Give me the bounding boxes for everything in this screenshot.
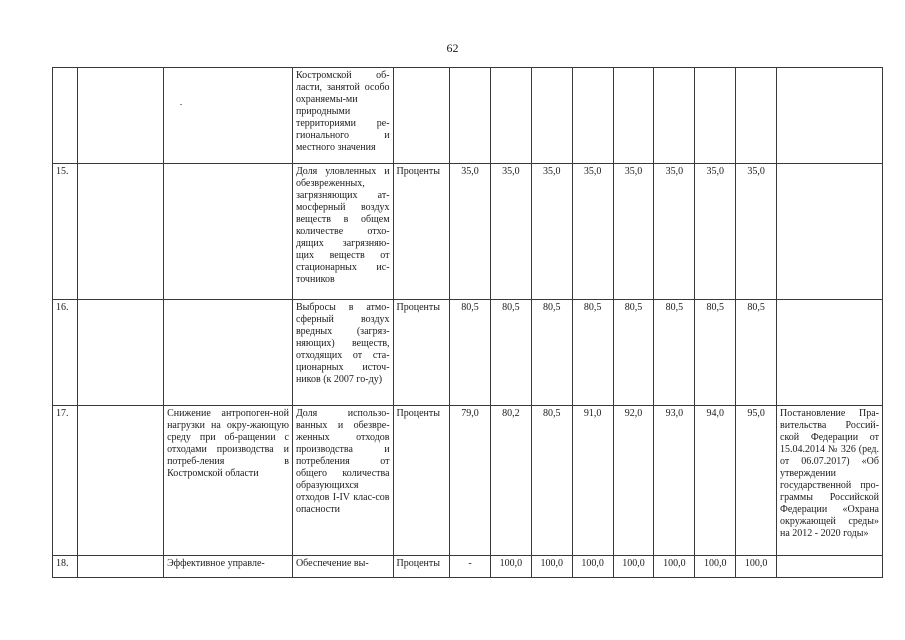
table-row [53,164,883,300]
value-cell [490,68,531,164]
value-cell: 100,0 [736,556,777,578]
row-number: 15. [53,164,78,300]
table-row [53,406,883,556]
row-number [53,68,78,164]
indicator-cell: Костромской об-ласти, занятой особо охраняемы-ми природными территориями ре-гионального и местного значения [292,68,393,164]
value-cell: 80,5 [572,300,613,406]
row-number: 18. [53,556,78,578]
document-cell: Постановление Пра-вительства Россий-ской Федерации от 15.04.2014 № 326 (ред. от 06.07.2017) «Об утверждении государственной про-граммы Российской Федерации «Охрана окружающей среды» на 2012 - 2020 годы» [777,406,883,556]
value-cell: 35,0 [654,164,695,300]
document-cell [777,300,883,406]
value-cell: 92,0 [613,406,654,556]
table-row [53,68,883,164]
value-cell: - [450,556,491,578]
value-cell: 80,5 [531,300,572,406]
value-cell: 100,0 [572,556,613,578]
value-cell [572,68,613,164]
value-cell: 80,5 [613,300,654,406]
value-cell: 79,0 [450,406,491,556]
value-cell: 35,0 [613,164,654,300]
document-cell [777,164,883,300]
indicator-cell: Доля использо-ванных и обезвре-женных отходов производства и потребления от общего количества образующихся отходов I-IV клас-сов опасности [292,406,393,556]
unit-cell [393,68,450,164]
document-cell [777,556,883,578]
value-cell: 93,0 [654,406,695,556]
table-row [53,556,883,578]
indicators-table [52,67,883,578]
program-cell [78,68,164,164]
task-cell [164,164,293,300]
value-cell: 35,0 [695,164,736,300]
unit-cell: Проценты [393,556,450,578]
program-cell [78,556,164,578]
task-cell [164,300,293,406]
document-cell [777,68,883,164]
value-cell: 80,2 [490,406,531,556]
page-number: 62 [446,41,459,55]
task-cell [164,68,293,164]
value-cell: 100,0 [490,556,531,578]
value-cell: 80,5 [450,300,491,406]
program-cell [78,164,164,300]
value-cell [736,68,777,164]
value-cell: 80,5 [654,300,695,406]
row-number: 17. [53,406,78,556]
unit-cell: Проценты [393,406,450,556]
indicator-cell: Доля уловленных и обезвреженных, загрязняющих ат-мосферный воздух веществ в общем количестве отхо-дящих загрязняю-щих веществ от стационарных ис-точников [292,164,393,300]
value-cell: 35,0 [736,164,777,300]
row-number: 16. [53,300,78,406]
value-cell: 35,0 [572,164,613,300]
value-cell: 80,5 [736,300,777,406]
value-cell: 80,5 [531,406,572,556]
value-cell [450,68,491,164]
task-cell: Эффективное управле- [164,556,293,578]
indicator-cell: Выбросы в атмо-сферный воздух вредных (загряз-няющих) веществ, отходящих от ста-ционарных источ-ников (к 2007 го-ду) [292,300,393,406]
value-cell: 94,0 [695,406,736,556]
value-cell: 100,0 [613,556,654,578]
value-cell: 80,5 [490,300,531,406]
program-cell [78,406,164,556]
value-cell: 100,0 [695,556,736,578]
unit-cell: Проценты [393,300,450,406]
value-cell: 35,0 [450,164,491,300]
value-cell [613,68,654,164]
value-cell [654,68,695,164]
value-cell [531,68,572,164]
value-cell: 100,0 [654,556,695,578]
value-cell: 95,0 [736,406,777,556]
value-cell: 80,5 [695,300,736,406]
value-cell: 91,0 [572,406,613,556]
value-cell: 100,0 [531,556,572,578]
value-cell: 35,0 [531,164,572,300]
table-row [53,300,883,406]
value-cell: 35,0 [490,164,531,300]
task-cell: Снижение антропоген-ной нагрузки на окру-жающую среду при об-ращении с отходами производства и потреб-ления в Костромской области [164,406,293,556]
unit-cell: Проценты [393,164,450,300]
value-cell [695,68,736,164]
indicator-cell: Обеспечение вы- [292,556,393,578]
program-cell [78,300,164,406]
